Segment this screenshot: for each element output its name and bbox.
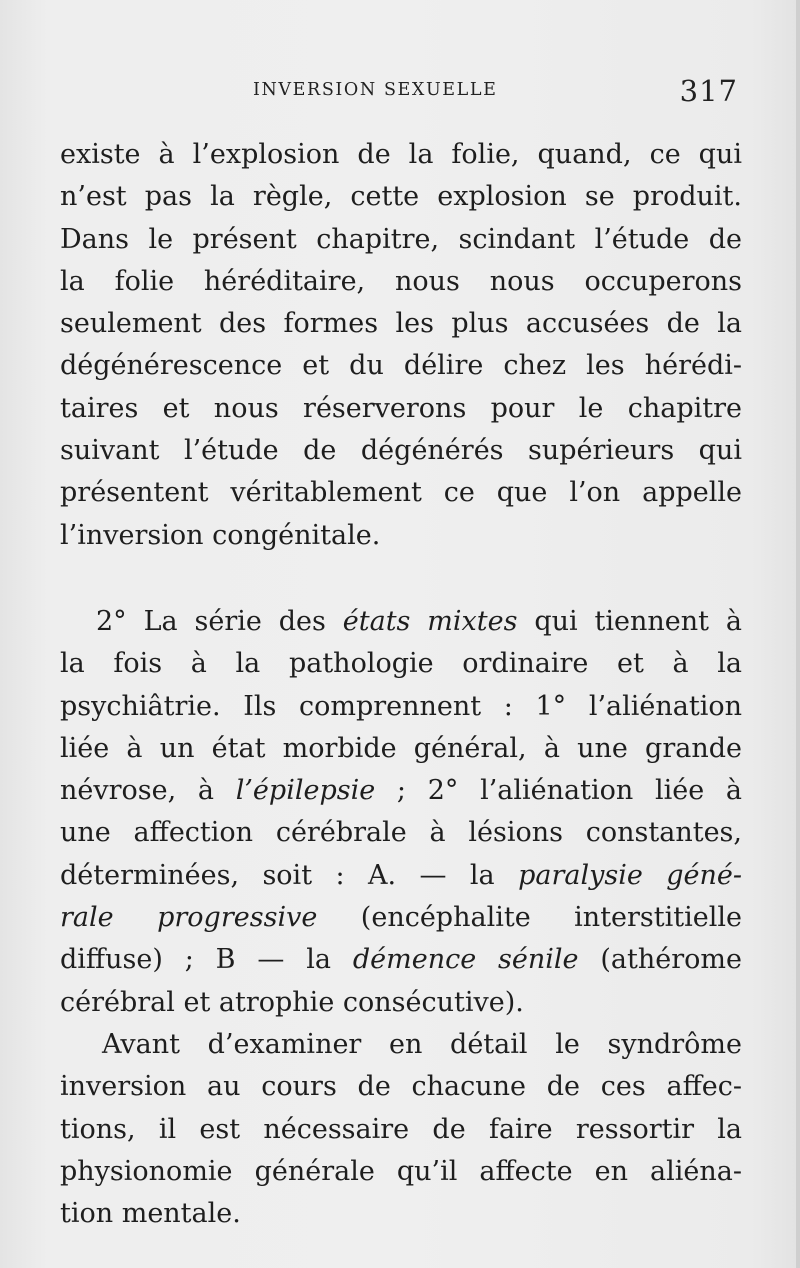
text-line: liée à un état morbide général, à une grande — [60, 732, 742, 764]
text-run: diffuse) ; B — la — [60, 944, 353, 976]
italic-term: paralysie géné- — [518, 859, 742, 891]
text-line: dégénérescence et du délire chez les hérédi- — [60, 350, 742, 382]
text-run: névrose, à — [60, 775, 236, 807]
text-line: inversion au cours de chacune de ces affec- — [60, 1071, 742, 1103]
text-line: tions, il est nécessaire de faire ressortir la — [60, 1113, 742, 1145]
text-line: cérébral et atrophie consécutive). — [60, 986, 524, 1018]
text-line: suivant l’étude de dégénérés supérieurs qui — [60, 435, 742, 467]
text-line: existe à l’explosion de la folie, quand, ce qui — [60, 139, 742, 170]
running-title: INVERSION SEXUELLE — [253, 80, 498, 100]
text-run: déterminées, soit : A. — la — [60, 859, 519, 891]
text-line: Dans le présent chapitre, scindant l’étude de — [60, 223, 742, 255]
text-line: seulement des formes les plus accusées de la — [60, 308, 742, 340]
text-run: 2° La série des — [96, 605, 343, 637]
text-run: (athérome — [578, 944, 742, 976]
text-run: (encéphalite interstitielle — [317, 902, 742, 934]
italic-term: l’épilepsie — [235, 775, 376, 807]
text-line: une affection cérébrale à lésions constantes, — [60, 817, 742, 849]
page-number: 317 — [679, 74, 738, 108]
paragraph-1 — [60, 134, 742, 557]
text-line: psychiâtrie. Ils comprennent : 1° l’aliénation — [60, 690, 742, 722]
text-line — [60, 855, 742, 897]
italic-term: démence sénile — [352, 944, 579, 976]
text-line — [60, 939, 742, 981]
page-header — [60, 74, 740, 110]
text-line: physionomie générale qu’il affecte en aliéna- — [60, 1155, 742, 1187]
text-line: taires et nous réserverons pour le chapitre — [60, 392, 742, 424]
text-line: présentent véritablement ce que l’on appelle — [60, 477, 742, 509]
text-line: la fois à la pathologie ordinaire et à la — [60, 648, 742, 680]
text-run: ; 2° l’aliénation liée à — [375, 775, 742, 807]
text-line: n’est pas la règle, cette explosion se produit. — [60, 181, 742, 213]
paragraph-3 — [60, 1024, 742, 1235]
text-line: l’inversion congénitale. — [60, 519, 381, 551]
text-run: qui tiennent à — [517, 605, 742, 637]
italic-term: rale progressive — [60, 902, 318, 934]
text-line — [60, 897, 742, 939]
text-line: Avant d’examiner en détail le syndrôme — [102, 1028, 742, 1060]
body-text — [60, 134, 742, 1235]
text-line — [60, 770, 742, 812]
text-line: tion mentale. — [60, 1198, 241, 1230]
text-line: la folie héréditaire, nous nous occuperons — [60, 265, 742, 297]
text-line — [60, 601, 742, 643]
paragraph-2 — [60, 601, 742, 1024]
scan-edge — [796, 0, 800, 1268]
italic-term: états mixtes — [342, 605, 518, 637]
